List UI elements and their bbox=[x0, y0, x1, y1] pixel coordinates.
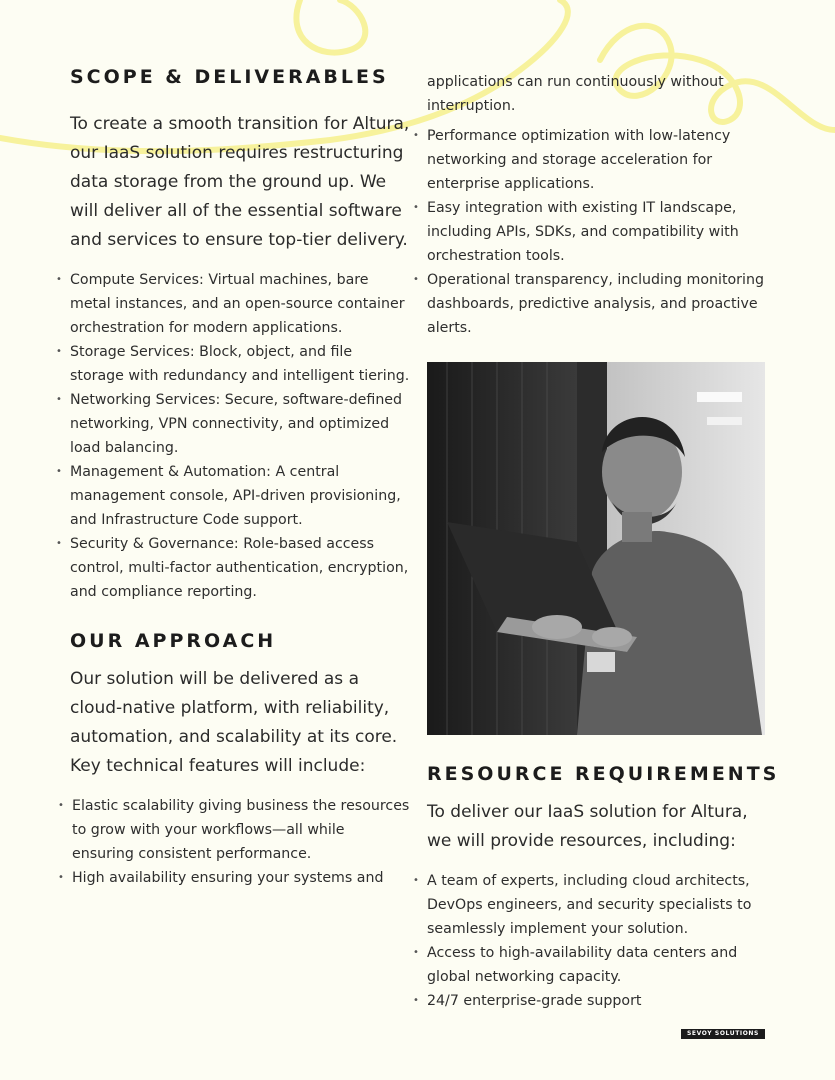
list-item: • Networking Services: Secure, software-defined networking, VPN connectivity, and optimized load balancing. bbox=[70, 388, 410, 460]
list-item: • Elastic scalability giving business the resources to grow with your workflows—all while ensuring consistent performance. bbox=[72, 794, 410, 866]
approach-list-continued bbox=[427, 124, 772, 340]
list-item: • Security & Governance: Role-based access control, multi-factor authentication, encryption, and compliance reporting. bbox=[70, 532, 410, 604]
left-column bbox=[70, 66, 410, 890]
list-item: • High availability ensuring your systems and bbox=[72, 866, 410, 890]
approach-heading: OUR APPROACH bbox=[70, 630, 277, 652]
list-item: • Storage Services: Block, object, and file storage with redundancy and intelligent tiering. bbox=[70, 340, 410, 388]
approach-lead: Our solution will be delivered as a cloud-native platform, with reliability, automation, and scalability at its core. Key technical features will include: bbox=[70, 669, 398, 776]
scope-list bbox=[70, 268, 410, 604]
scope-lead: To create a smooth transition for Altura, our IaaS solution requires restructuring data storage from the ground up. We will deliver all of the essential software and services to ensure top-tier delivery. bbox=[70, 114, 410, 250]
approach-continued-text: applications can run continuously without interruption. bbox=[427, 74, 724, 114]
right-column bbox=[427, 70, 780, 1013]
resources-list bbox=[427, 869, 772, 1013]
list-item: • Management & Automation: A central management console, API-driven provisioning, and Infrastructure Code support. bbox=[70, 460, 410, 532]
list-item: • Easy integration with existing IT landscape, including APIs, SDKs, and compatibility with orchestration tools. bbox=[427, 196, 772, 268]
list-item: • Access to high-availability data centers and global networking capacity. bbox=[427, 941, 772, 989]
approach-list bbox=[70, 794, 410, 890]
list-item: • 24/7 enterprise-grade support bbox=[427, 989, 772, 1013]
resources-heading: RESOURCE REQUIREMENTS bbox=[427, 763, 780, 785]
list-item: • Performance optimization with low-latency networking and storage acceleration for enterprise applications. bbox=[427, 124, 772, 196]
engineer-photo bbox=[427, 362, 765, 735]
list-item: • A team of experts, including cloud architects, DevOps engineers, and security specialists to seamlessly implement your solution. bbox=[427, 869, 772, 941]
list-item: • Compute Services: Virtual machines, bare metal instances, and an open-source container orchestration for modern applications. bbox=[70, 268, 410, 340]
brand-badge: SEVOY SOLUTIONS bbox=[681, 1029, 765, 1039]
resources-lead: To deliver our IaaS solution for Altura, we will provide resources, including: bbox=[427, 802, 748, 851]
list-item: • Operational transparency, including monitoring dashboards, predictive analysis, and proactive alerts. bbox=[427, 268, 772, 340]
scope-heading: SCOPE & DELIVERABLES bbox=[70, 66, 389, 88]
